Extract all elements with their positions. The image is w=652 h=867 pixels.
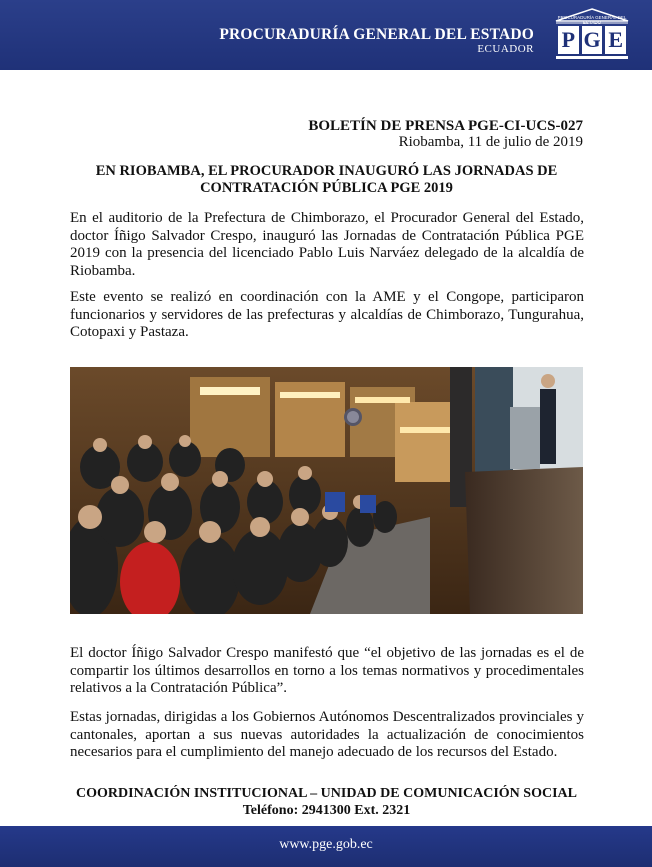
logo-base [556,56,628,59]
logo-letter-g: G [583,27,601,52]
paragraph-3: El doctor Íñigo Salvador Crespo manifestó que “el objetivo de las jornadas es el de compartir los últimos desarrollos en torno a los temas normativos y procedimentales relativos a la Contratación Pública”. [70,645,584,696]
headline-line-2: CONTRATACIÓN PÚBLICA PGE 2019 [200,180,453,196]
headline [70,163,583,197]
website-link[interactable]: www.pge.gob.ec [279,837,373,852]
event-photo [70,367,583,614]
contact-unit: COORDINACIÓN INSTITUCIONAL – UNIDAD DE COMUNICACIÓN SOCIAL [76,786,577,801]
headline-line-1: EN RIOBAMBA, EL PROCURADOR INAUGURÓ LAS JORNADAS DE [95,163,558,179]
footer-band [0,826,652,867]
country-name: ECUADOR [477,43,534,55]
paragraph-4: Estas jornadas, dirigidas a los Gobiernos Autónomos Descentralizados provinciales y cantonales, aportan a sus nuevas autoridades la actualización de conocimientos necesarios para el cumplimiento del manejo adecuado de los recursos del Estado. [70,709,584,760]
auditorium-photo-image [70,367,583,614]
logo-letter-e: E [605,26,626,54]
contact-phone: Teléfono: 2941300 Ext. 2321 [242,803,411,818]
paragraph-1: En el auditorio de la Prefectura de Chimborazo, el Procurador General del Estado, doctor Íñigo Salvador Crespo, inauguró las Jornadas de Contratación Pública PGE 2019 con la presencia del licenciado Pablo Luis Narváez delegado de la alcaldía de Riobamba. [70,210,584,279]
contact-block [70,785,583,819]
pge-logo [554,8,630,62]
institution-name: PROCURADURÍA GENERAL DEL ESTADO [219,26,534,43]
logo-letter-p: P [558,26,579,54]
bulletin-code: BOLETÍN DE PRENSA PGE-CI-UCS-027 [308,118,583,134]
paragraph-2: Este evento se realizó en coordinación con la AME y el Congope, participaron funcionarios y servidores de las prefecturas y alcaldías de Chimborazo, Tungurahua, Cotopaxi y Pastaza. [70,289,584,340]
header-band [0,0,652,70]
place-date: Riobamba, 11 de julio de 2019 [398,134,583,150]
logo-caption: PROCURADURÍA GENERAL DEL ESTADO [557,15,627,25]
